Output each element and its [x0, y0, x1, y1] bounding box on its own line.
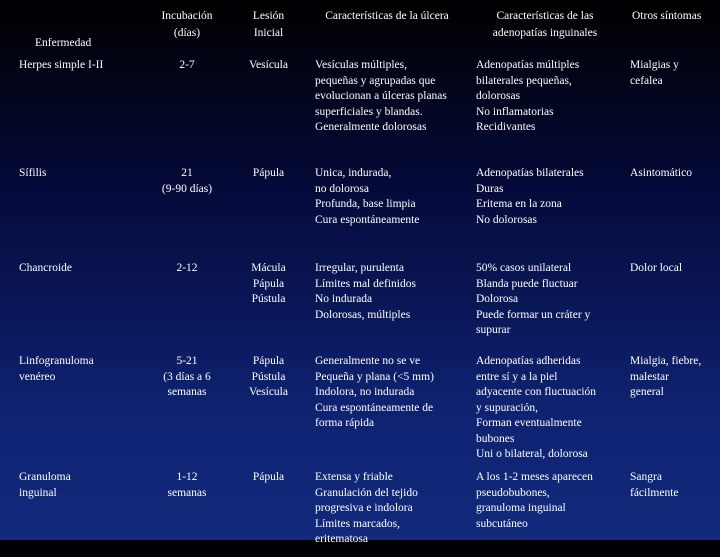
cell-ulcer-line: Unica, indurada, — [315, 167, 392, 179]
cell-initial-lesion-line: Pápula — [252, 277, 285, 290]
cell-ulcer-line: Generalmente dolorosas — [315, 121, 427, 134]
header-ulcer — [306, 0, 468, 56]
cell-initial-lesion-line: Pústula — [251, 370, 286, 383]
cell-adenopathy-line: bubones — [476, 432, 515, 445]
table-row — [0, 350, 720, 469]
cell-initial-lesion-line: Pústula — [251, 293, 286, 306]
cell-other-symptoms-line: Dolor local — [630, 262, 683, 274]
cell-adenopathy — [468, 258, 622, 350]
cell-incubation — [143, 56, 231, 163]
cell-incubation-line: (3 días a 6 — [163, 370, 211, 383]
cell-adenopathy-line: pseudobubones, — [476, 486, 550, 499]
header-adenopathy-line: Características de las — [496, 10, 594, 22]
cell-adenopathy-line: adyacente con fluctuación — [476, 386, 597, 399]
cell-disease-line: inguinal — [19, 486, 57, 499]
cell-ulcer-line: Indolora, no indurada — [315, 386, 415, 399]
cell-incubation — [143, 350, 231, 469]
cell-ulcer-line: Granulación del tejido — [315, 486, 418, 499]
cell-other-symptoms — [622, 56, 720, 163]
cell-other-symptoms-line: fácilmente — [630, 486, 679, 499]
cell-disease-line: Granuloma — [19, 471, 71, 483]
cell-initial-lesion — [231, 469, 306, 557]
cell-adenopathy-line: No inflamatorias — [476, 105, 554, 118]
cell-ulcer-line: evolucionan a úlceras planas — [315, 90, 447, 103]
cell-initial-lesion — [231, 350, 306, 469]
cell-ulcer — [306, 56, 468, 163]
header-incubation — [143, 0, 231, 56]
cell-ulcer-line: superficiales y blandas. — [315, 105, 423, 118]
cell-adenopathy-line: 50% casos unilateral — [476, 262, 572, 274]
cell-other-symptoms-line: general — [630, 386, 664, 399]
cell-adenopathy-line: A los 1-2 meses aparecen — [476, 471, 593, 483]
cell-initial-lesion-line: Pápula — [252, 355, 285, 367]
cell-adenopathy-line: Adenopatías múltiples — [476, 59, 580, 71]
cell-disease — [0, 469, 143, 557]
cell-adenopathy-line: Adenopatías adheridas — [476, 355, 581, 367]
cell-ulcer — [306, 350, 468, 469]
cell-ulcer-line: no dolorosa — [315, 182, 369, 195]
cell-incubation-line: 2-12 — [176, 262, 198, 274]
cell-incubation-line: 21 — [181, 167, 193, 179]
cell-ulcer-line: Cura espontáneamente — [315, 213, 420, 226]
cell-adenopathy-line: bilaterales pequeñas, — [476, 74, 572, 87]
cell-ulcer — [306, 258, 468, 350]
cell-adenopathy-line: Forman eventualmente — [476, 417, 582, 430]
cell-disease-line: venéreo — [19, 370, 56, 383]
header-incubation-line: (días) — [173, 27, 201, 40]
header-other-symptoms-label: Otros síntomas — [632, 10, 702, 22]
cell-incubation-line: 1-12 — [176, 471, 198, 483]
cell-adenopathy-line: No dolorosas — [476, 213, 538, 226]
cell-other-symptoms — [622, 350, 720, 469]
cell-initial-lesion-line: Pápula — [252, 471, 285, 483]
header-incubation-line: Incubación — [161, 10, 213, 22]
cell-incubation-line: 2-7 — [179, 59, 195, 71]
cell-disease-line: Sífilis — [19, 167, 47, 179]
cell-disease — [0, 56, 143, 163]
cell-disease-line: Herpes simple I-II — [19, 59, 104, 71]
cell-incubation-line: semanas — [167, 486, 207, 499]
table-row — [0, 56, 720, 163]
header-initial-lesion-line: Lesión — [252, 10, 285, 22]
table-row — [0, 258, 720, 350]
cell-ulcer-line: Irregular, purulenta — [315, 262, 404, 274]
table-row — [0, 163, 720, 258]
header-initial-lesion — [231, 0, 306, 56]
header-adenopathy — [468, 0, 622, 56]
header-initial-lesion-line: Inicial — [253, 27, 284, 40]
cell-initial-lesion — [231, 258, 306, 350]
cell-ulcer-line: Límites mal definidos — [315, 277, 416, 290]
cell-ulcer-line: No indurada — [315, 293, 373, 306]
cell-adenopathy — [468, 469, 622, 557]
cell-ulcer-line: Profunda, base limpia — [315, 198, 416, 211]
header-other-symptoms — [622, 0, 720, 56]
cell-adenopathy-line: Dolorosa — [476, 293, 519, 306]
table-header-row — [0, 0, 720, 56]
cell-disease-line: Linfogranuloma — [19, 355, 94, 367]
cell-adenopathy — [468, 56, 622, 163]
cell-disease-line: Chancroide — [19, 262, 73, 274]
cell-incubation-line: 5-21 — [176, 355, 198, 367]
header-disease — [0, 0, 143, 56]
cell-ulcer-line: Cura espontáneamente de — [315, 401, 434, 414]
cell-incubation — [143, 163, 231, 258]
cell-adenopathy-line: y supuración, — [476, 401, 538, 414]
cell-adenopathy-line: Puede formar un cráter y — [476, 308, 591, 321]
cell-ulcer-line: pequeñas y agrupadas que — [315, 74, 436, 87]
cell-other-symptoms-line: Mialgias y — [630, 59, 679, 71]
cell-incubation — [143, 258, 231, 350]
cell-ulcer-line: Generalmente no se ve — [315, 355, 421, 367]
cell-incubation — [143, 469, 231, 557]
cell-adenopathy-line: subcutáneo — [476, 517, 528, 530]
cell-adenopathy-line: Eritema en la zona — [476, 198, 562, 211]
cell-adenopathy-line: Blanda puede fluctuar — [476, 277, 578, 290]
cell-other-symptoms-line: cefalea — [630, 74, 663, 87]
cell-disease — [0, 350, 143, 469]
cell-other-symptoms — [622, 258, 720, 350]
cell-initial-lesion — [231, 56, 306, 163]
cell-disease — [0, 258, 143, 350]
cell-adenopathy-line: dolorosas — [476, 90, 521, 103]
cell-adenopathy-line: Uni o bilateral, dolorosa — [476, 448, 588, 461]
cell-adenopathy-line: Adenopatías bilaterales — [476, 167, 584, 179]
cell-initial-lesion-line: Pápula — [252, 167, 285, 179]
cell-other-symptoms-line: malestar — [630, 370, 669, 383]
cell-adenopathy-line: entre sí y a la piel — [476, 370, 558, 383]
cell-ulcer-line: progresiva e indolora — [315, 502, 413, 515]
cell-initial-lesion — [231, 163, 306, 258]
table-row — [0, 469, 720, 557]
cell-ulcer-line: Extensa y friable — [315, 471, 393, 483]
cell-other-symptoms-line: Sangra — [630, 471, 662, 483]
cell-initial-lesion-line: Vesícula — [249, 59, 288, 71]
cell-ulcer-line: eritematosa — [315, 533, 369, 546]
cell-disease — [0, 163, 143, 258]
cell-adenopathy-line: Duras — [476, 182, 504, 195]
cell-ulcer-line: forma rápida — [315, 417, 375, 430]
cell-ulcer-line: Dolorosas, múltiples — [315, 308, 411, 321]
cell-ulcer-line: Límites marcados, — [315, 517, 400, 530]
cell-adenopathy — [468, 163, 622, 258]
cell-initial-lesion-line: Vesícula — [249, 386, 288, 399]
cell-adenopathy-line: supurar — [476, 324, 511, 337]
cell-ulcer — [306, 163, 468, 258]
cell-adenopathy — [468, 350, 622, 469]
header-ulcer-label: Características de la úlcera — [325, 10, 449, 22]
cell-ulcer — [306, 469, 468, 557]
cell-ulcer-line: Pequeña y plana (<5 mm) — [315, 370, 434, 383]
cell-adenopathy-line: Recidivantes — [476, 121, 536, 134]
cell-incubation-line: semanas — [167, 386, 207, 399]
cell-initial-lesion-line: Mácula — [251, 262, 286, 274]
cell-ulcer-line: Vesículas múltiples, — [315, 59, 407, 71]
cell-other-symptoms — [622, 163, 720, 258]
header-adenopathy-line: adenopatías inguinales — [492, 27, 598, 40]
cell-incubation-line: (9-90 días) — [161, 182, 213, 195]
cell-other-symptoms-line: Mialgia, fiebre, — [630, 355, 702, 367]
cell-adenopathy-line: granuloma inguinal — [476, 502, 566, 515]
cell-other-symptoms-line: Asintomático — [630, 167, 692, 179]
cell-other-symptoms — [622, 469, 720, 557]
header-disease-label: Enfermedad — [35, 36, 92, 49]
